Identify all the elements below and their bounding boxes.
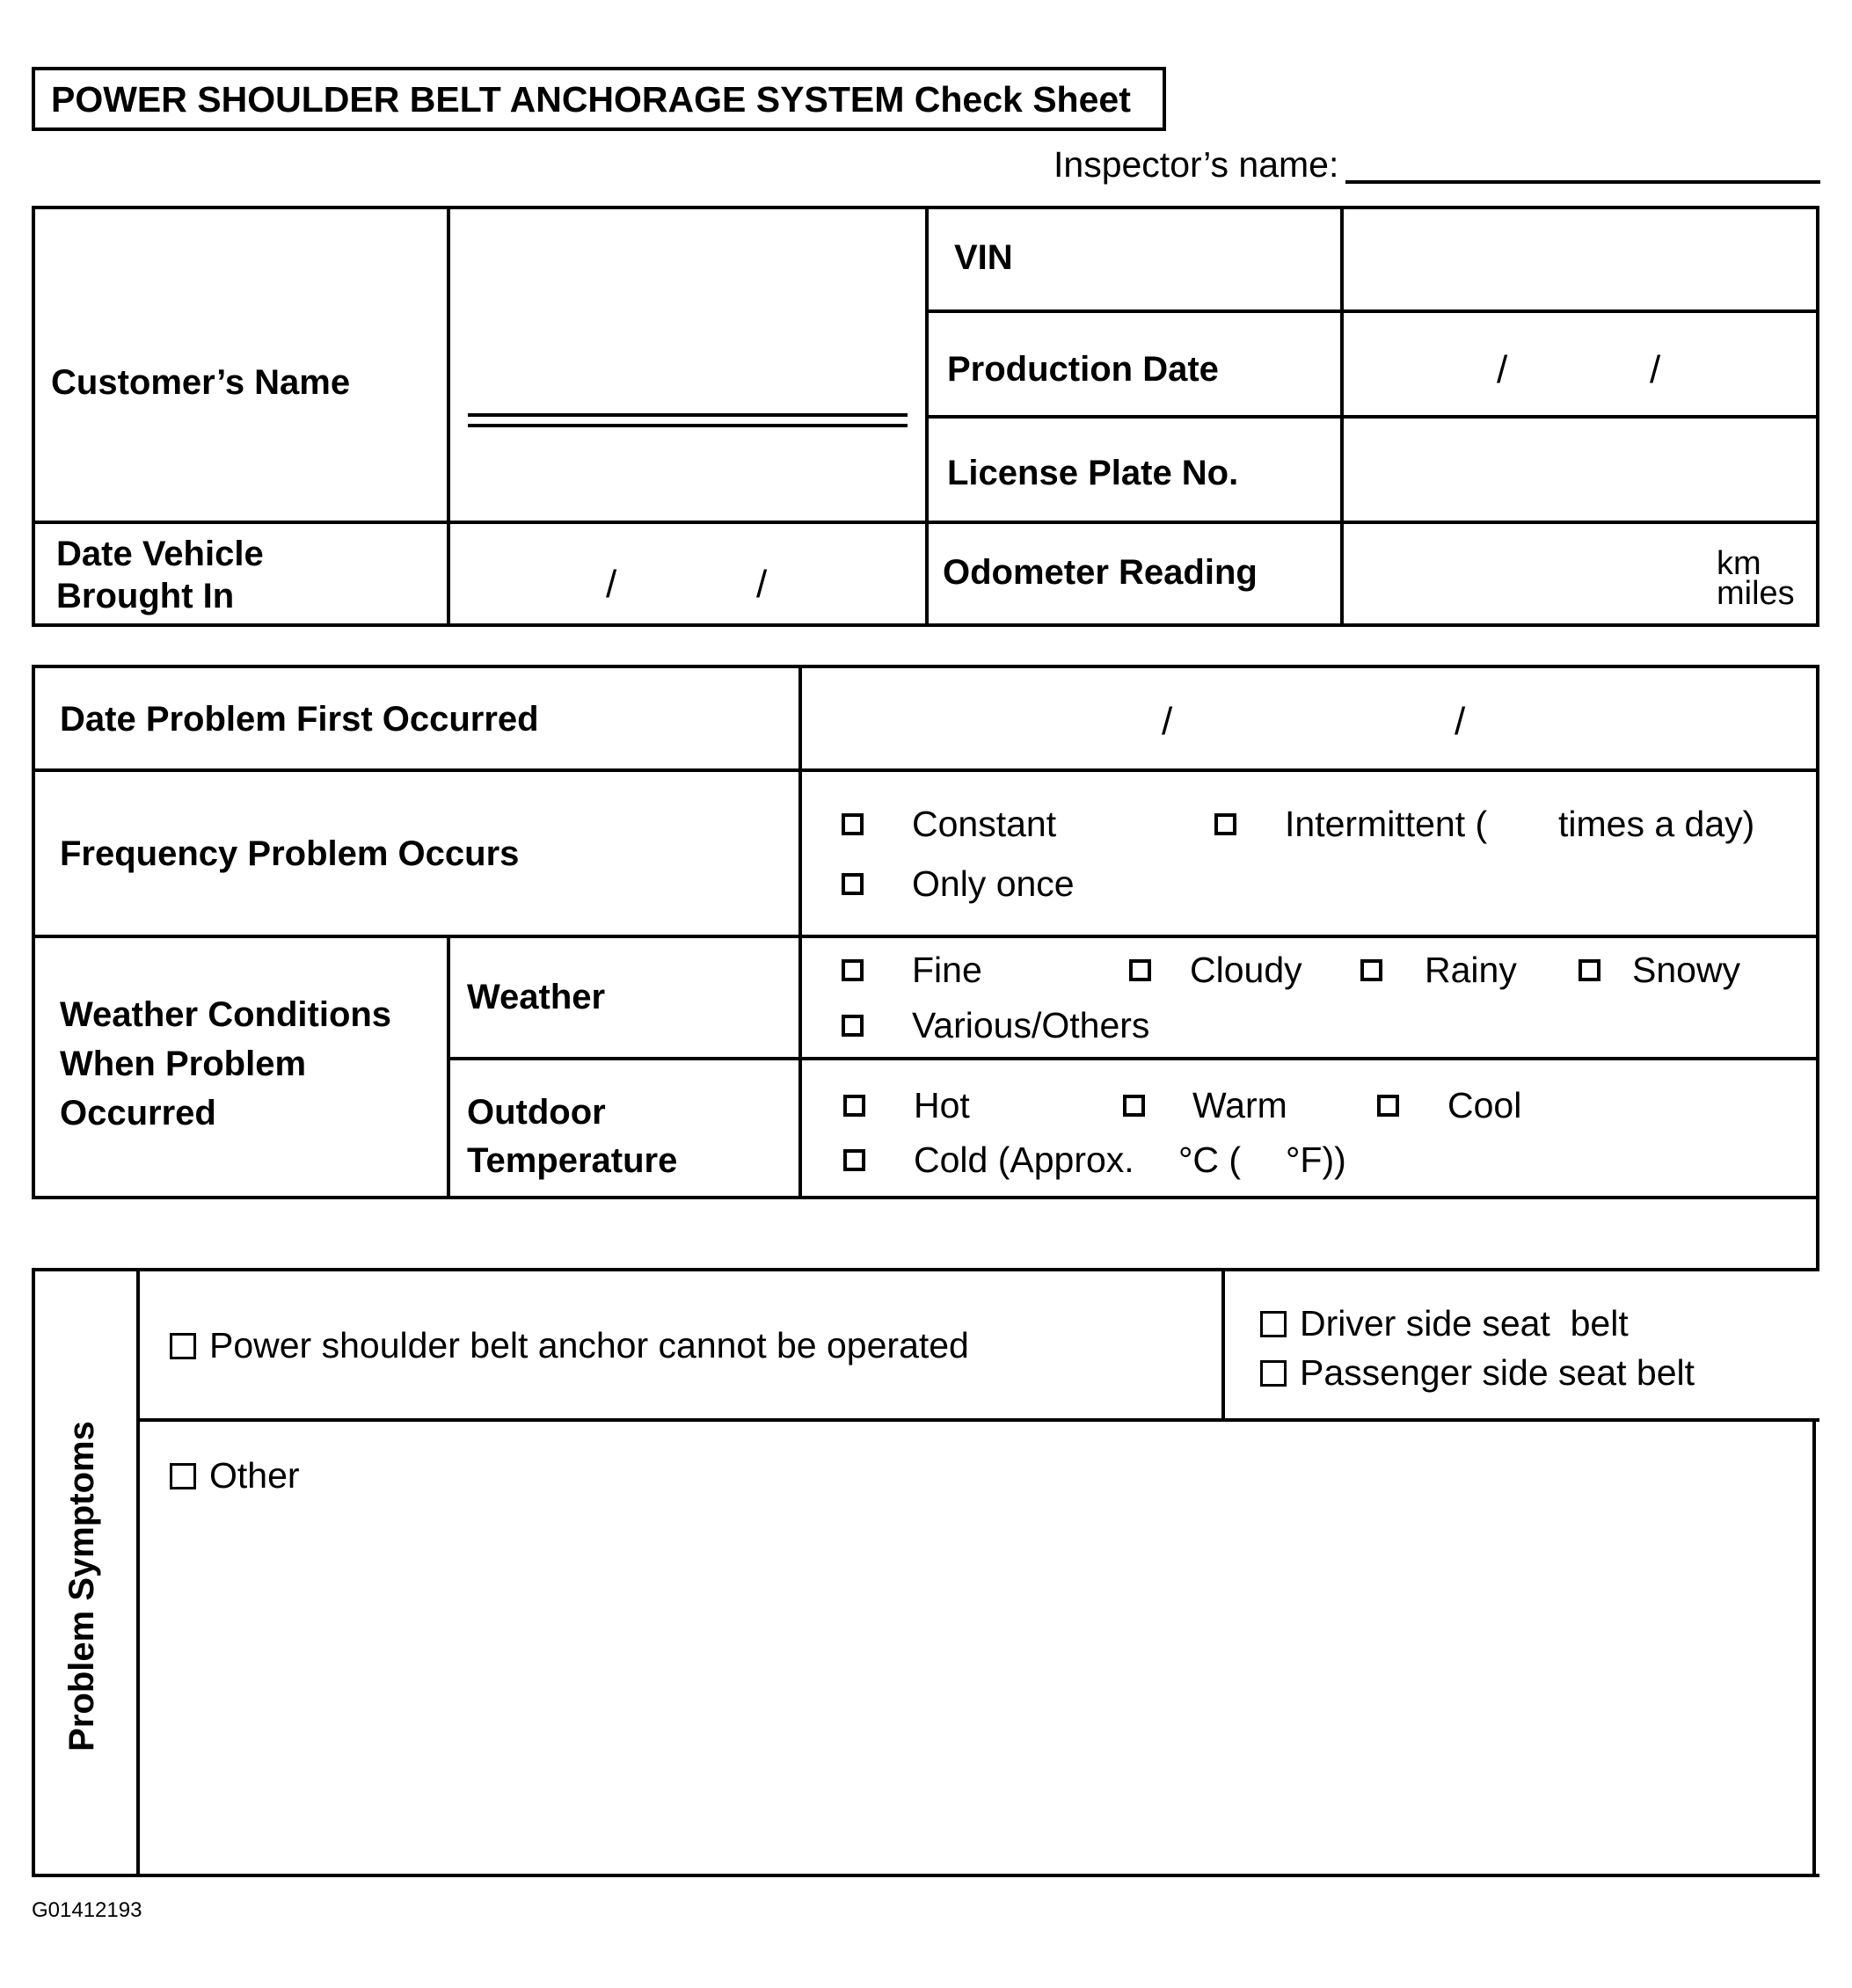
- outdoor-temperature-label: [467, 1089, 677, 1185]
- date-brought-in-field[interactable]: [452, 526, 922, 621]
- license-plate-field[interactable]: [1345, 420, 1812, 517]
- license-plate-label: License Plate No.: [947, 454, 1239, 492]
- temp-cool-checkbox[interactable]: [1377, 1095, 1399, 1117]
- temp-cool-label: Cool: [1447, 1085, 1522, 1125]
- weather-conditions-label-line2: When Problem: [60, 1045, 307, 1083]
- temp-celsius-unit: °C (: [1178, 1140, 1242, 1180]
- production-date-label: Production Date: [947, 350, 1219, 389]
- date-slash: /: [1162, 700, 1173, 743]
- date-slash: /: [1497, 348, 1508, 391]
- other-checkbox[interactable]: [170, 1463, 196, 1489]
- odometer-unit-km: km: [1717, 545, 1761, 582]
- weather-various-label: Various/Others: [912, 1005, 1150, 1045]
- weather-fine-label: Fine: [912, 950, 982, 990]
- frequency-times-per-day-label: times a day): [1558, 804, 1755, 844]
- frequency-intermittent-label: Intermittent (: [1285, 804, 1488, 844]
- frequency-once-checkbox[interactable]: [842, 873, 864, 895]
- driver-side-label: Driver side seat belt: [1300, 1303, 1629, 1344]
- figure-id: G01412193: [32, 1898, 142, 1922]
- weather-snowy-label: Snowy: [1632, 950, 1741, 990]
- date-brought-in-label-line1: Date Vehicle: [56, 535, 264, 573]
- production-date-field[interactable]: [1345, 315, 1812, 411]
- date-first-occurred-label: Date Problem First Occurred: [60, 700, 539, 739]
- weather-cloudy-checkbox[interactable]: [1129, 959, 1151, 981]
- date-slash: /: [1455, 700, 1466, 743]
- sheet-title: POWER SHOULDER BELT ANCHORAGE SYSTEM Check Sheet: [51, 79, 1131, 120]
- weather-fine-checkbox[interactable]: [842, 959, 864, 981]
- weather-various-checkbox[interactable]: [842, 1015, 864, 1037]
- vin-label: VIN: [954, 238, 1013, 277]
- odometer-label: Odometer Reading: [943, 553, 1258, 592]
- outdoor-temperature-label-line2: Temperature: [467, 1141, 678, 1180]
- date-first-occurred-field[interactable]: [804, 670, 1813, 765]
- anchor-inoperable-label: Power shoulder belt anchor cannot be operated: [209, 1325, 969, 1365]
- temp-warm-checkbox[interactable]: [1123, 1095, 1145, 1117]
- date-brought-in-label-line2: Brought In: [56, 577, 235, 615]
- frequency-constant-checkbox[interactable]: [842, 813, 864, 835]
- temp-warm-label: Warm: [1192, 1085, 1287, 1125]
- date-slash: /: [756, 563, 768, 606]
- date-brought-in-label: [56, 533, 264, 617]
- other-label: Other: [209, 1455, 300, 1496]
- date-slash: /: [1650, 348, 1661, 391]
- driver-side-checkbox[interactable]: [1260, 1311, 1287, 1337]
- passenger-side-label: Passenger side seat belt: [1300, 1352, 1695, 1393]
- weather-rainy-label: Rainy: [1425, 950, 1517, 990]
- date-slash: /: [606, 563, 617, 606]
- anchor-inoperable-checkbox[interactable]: [170, 1333, 196, 1359]
- odometer-unit-miles: miles: [1717, 575, 1795, 612]
- temp-fahrenheit-unit: °F)): [1286, 1140, 1346, 1180]
- temp-cold-label: Cold (Approx.: [914, 1140, 1134, 1180]
- weather-conditions-label-line3: Occurred: [60, 1094, 216, 1132]
- weather-rainy-checkbox[interactable]: [1360, 959, 1382, 981]
- weather-conditions-label-line1: Weather Conditions: [60, 995, 392, 1034]
- vin-field[interactable]: [1345, 211, 1812, 306]
- other-notes-area[interactable]: [145, 1512, 1807, 1868]
- weather-label: Weather: [467, 978, 606, 1016]
- customer-name-field[interactable]: [468, 413, 908, 427]
- problem-symptoms-label: Problem Symptoms: [62, 1421, 101, 1751]
- weather-conditions-label: [60, 990, 391, 1138]
- temp-cold-checkbox[interactable]: [843, 1149, 865, 1171]
- weather-snowy-checkbox[interactable]: [1579, 959, 1600, 981]
- temp-hot-label: Hot: [914, 1085, 970, 1125]
- outdoor-temperature-label-line1: Outdoor: [467, 1093, 606, 1132]
- weather-cloudy-label: Cloudy: [1190, 950, 1302, 990]
- customer-name-label: Customer’s Name: [51, 363, 351, 402]
- passenger-side-checkbox[interactable]: [1260, 1360, 1287, 1387]
- frequency-intermittent-checkbox[interactable]: [1214, 813, 1236, 835]
- frequency-constant-label: Constant: [912, 804, 1057, 844]
- temp-hot-checkbox[interactable]: [843, 1095, 865, 1117]
- inspector-label: Inspector’s name:: [1054, 144, 1339, 185]
- inspector-name-field[interactable]: [1345, 180, 1820, 184]
- frequency-once-label: Only once: [912, 863, 1075, 904]
- frequency-label: Frequency Problem Occurs: [60, 834, 520, 873]
